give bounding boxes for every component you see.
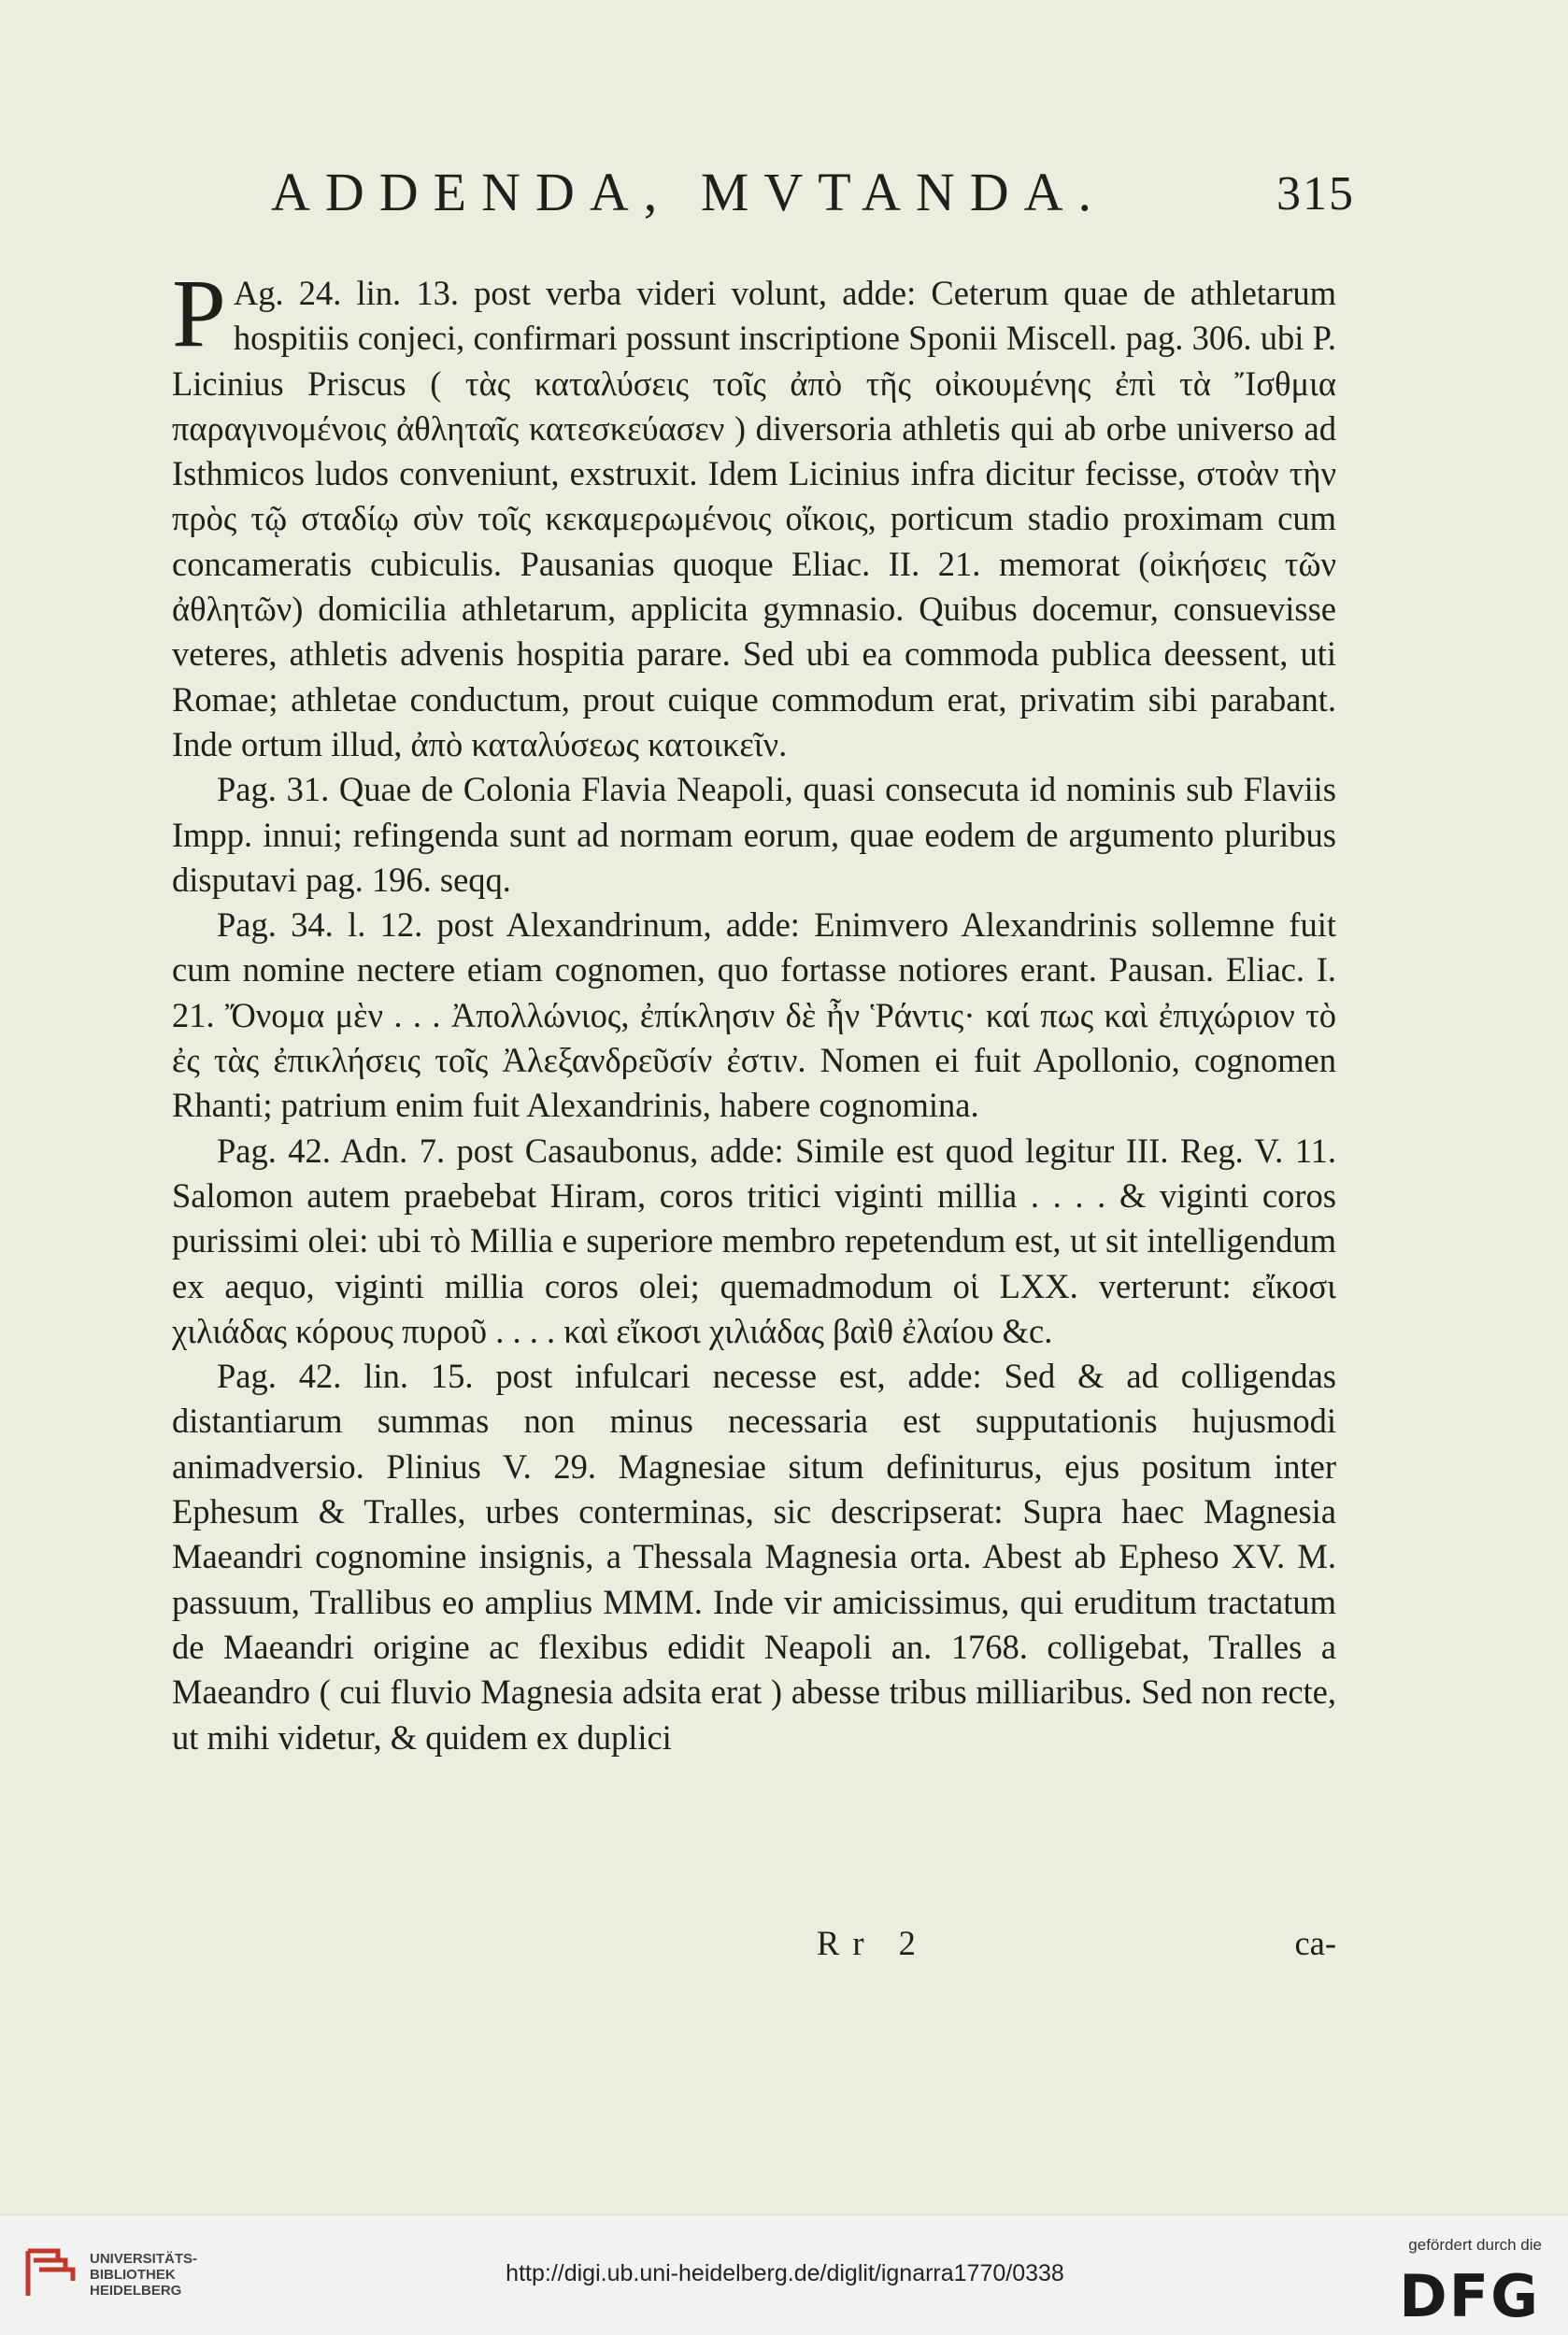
signature-mark: Rr 2 — [817, 1924, 929, 1962]
university-library-logo-icon — [21, 2243, 80, 2303]
viewer-footer — [0, 2214, 1568, 2335]
paragraph-2: Pag. 31. Quae de Colonia Flavia Neapoli, quasi consecuta id nominis sub Flaviis Impp. innui; refingenda sunt ad normam eorum, quae eodem de argumento pluribus disputavi pag. 196. seqq. — [172, 770, 1336, 899]
signature-line — [172, 1923, 1336, 1968]
paragraph-5: Pag. 42. lin. 15. post infulcari necesse est, adde: Sed & ad colligendas distantiarum summas non minus necessaria est supputationis hujusmodi animadversio. Plinius V. 29. Magnesiae situm definiturus, ejus positum inter Ephesum & Tralles, urbes conterminas, sic descripserat: Supra haec Magnesia Maeandri cognomine insignis, a Thessala Magnesia orta. Abest ab Epheso XV. M. passuum, Trallibus eo amplius MMM. Inde vir amicissimus, qui eruditum tractatum de Maeandri origine ac flexibus edidit Neapoli an. 1768. colligebat, Tralles a Maeandro ( cui fluvio Magnesia adsita erat ) abesse tribus milliaribus. Sed non recte, ut mihi videtur, & quidem ex duplici — [172, 1357, 1336, 1757]
paragraph-1-text: Ag. 24. lin. 13. post verba videri volunt, adde: Ceterum quae de athletarum hospitiis conjeci, confirmari possunt inscriptione Sponii Miscell. pag. 306. ubi P. Licinius Priscus ( τὰς καταλύσεις τοῖς ἀπὸ τῆς οἰκουμένης ἐπὶ τὰ Ἴσθμια παραγινομένοις ἀθληταῖς κατεσκεύασεν ) diversoria athletis qui ab orbe universo ad Isthmicos ludos conveniunt, exstruxit. Idem Licinius infra dicitur fecisse, στοὰν τὴν πρὸς τῷ σταδίῳ σὺν τοῖς κεκαμερωμένοις οἴκοις, porticum stadio proximam cum concameratis cubiculis. Pausanias quoque Eliac. II. 21. memorat (οἰκήσεις τῶν ἀθλητῶν) domicilia athletarum, applicita gymnasio. Quibus docemur, consuevisse veteres, athletis advenis hospitia parare. Sed ubi ea commoda publica deessent, uti Romae; athletae conductum, prout cuique commodum erat, privatim sibi parabant. Inde ortum illud, ἀπὸ καταλύσεως κατοικεῖν. — [172, 274, 1336, 763]
drop-cap: P — [172, 260, 226, 367]
paragraph-3: Pag. 34. l. 12. post Alexandrinum, adde: Enimvero Alexandrinis sollemne fuit cum nomine nectere etiam cognomen, quo fortasse notiores erant. Pausan. Eliac. I. 21. Ὄνομα μὲν . . . Ἀπολλώνιος, ἐπίκλησιν δὲ ἦν Ῥάντις· καί πως καὶ ἐπιχώριον τὸ ἐς τὰς ἐπικλήσεις τοῖς Ἀλεξανδρεῦσίν ἐστιν. Nomen ei fuit Apollonio, cognomen Rhanti; patrium enim fuit Alexandrinis, habere cognomina. — [172, 905, 1336, 1125]
dfg-logo: DFG — [1399, 2262, 1540, 2330]
catchword: ca- — [1294, 1924, 1336, 1962]
page-number: 315 — [1276, 167, 1355, 221]
running-title: ADDENDA, MVTANDA. — [271, 162, 1107, 222]
library-name: UNIVERSITÄTS- BIBLIOTHEK HEIDELBERG — [90, 2251, 198, 2299]
funded-by-label: gefördert durch die — [1408, 2236, 1542, 2254]
page-heading — [271, 161, 1355, 223]
permalink-url[interactable]: http://digi.ub.uni-heidelberg.de/diglit/ignarra1770/0338 — [506, 2260, 1064, 2286]
paragraph-4: Pag. 42. Adn. 7. post Casaubonus, adde: Simile est quod legitur III. Reg. V. 11. Salomon autem praebebat Hiram, coros tritici viginti millia . . . . & viginti coros purissimi olei: ubi τὸ Millia e superiore membro repetendum est, ut sit intelligendum ex aequo, viginti millia coros olei; quemadmodum οἱ LXX. verterunt: εἴκοσι χιλιάδας κόρους πυροῦ . . . . καὶ εἴκοσι χιλιάδας βαὶθ ἐλαίου &c. — [172, 1131, 1336, 1350]
body-text — [172, 260, 1336, 1760]
paragraph-1 — [172, 260, 1336, 767]
